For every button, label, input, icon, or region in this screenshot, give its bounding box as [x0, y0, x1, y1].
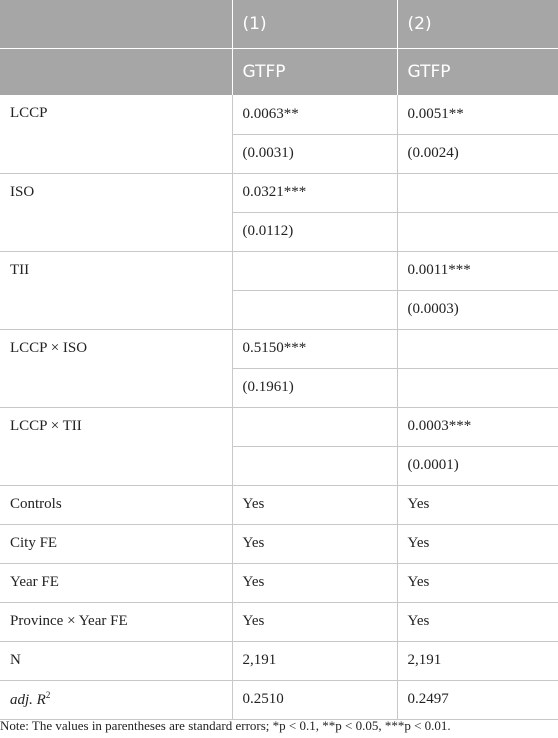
coef-cell: 0.0011***: [407, 262, 471, 278]
se-cell: (0.0112): [232, 212, 397, 251]
row-label: LCCP × TII: [0, 407, 232, 485]
table-row: [0, 602, 558, 641]
coef-cell: 0.0063**: [232, 95, 397, 134]
value-cell: 2,191: [232, 641, 397, 680]
table-row: [0, 485, 558, 524]
row-label: ISO: [0, 173, 232, 251]
row-label: LCCP: [0, 95, 232, 173]
coef-cell: [232, 407, 397, 446]
value-cell: Yes: [232, 602, 397, 641]
se-cell: [232, 446, 397, 485]
header-row-numbers: [0, 0, 558, 48]
coef-cell: [397, 173, 558, 212]
col1-number: (1): [232, 0, 397, 48]
row-label: Year FE: [0, 563, 232, 602]
se-cell: (0.0001): [397, 446, 558, 485]
table-row: [0, 95, 558, 134]
col2-number: (2): [397, 0, 558, 48]
table-note: Note: The values in parentheses are standard errors; *p < 0.1, **p < 0.05, ***p < 0.01.: [0, 718, 451, 733]
row-label: Controls: [0, 485, 232, 524]
adj-r2-label: adj. R: [10, 692, 46, 708]
table-row: [0, 524, 558, 563]
value-cell: Yes: [397, 485, 558, 524]
se-cell: (0.1961): [232, 368, 397, 407]
table-row: [0, 329, 558, 368]
se-cell: [232, 290, 397, 329]
table-row: [0, 563, 558, 602]
se-cell: [397, 212, 558, 251]
value-cell: Yes: [397, 524, 558, 563]
coef-cell: 0.0003***: [407, 418, 472, 434]
se-cell: (0.0003): [397, 290, 558, 329]
coef-cell: 0.5150***: [232, 329, 397, 368]
value-cell: Yes: [397, 563, 558, 602]
value-cell: 2,191: [397, 641, 558, 680]
se-cell: [397, 368, 558, 407]
row-label: City FE: [0, 524, 232, 563]
value-cell: 0.2510: [232, 680, 397, 719]
adj-r2-superscript: 2: [45, 690, 51, 700]
coef-cell: 0.0051**: [407, 105, 464, 122]
row-label: Province × Year FE: [0, 602, 232, 641]
row-label: LCCP × ISO: [0, 329, 232, 407]
se-cell: (0.0031): [232, 134, 397, 173]
table-row: [0, 641, 558, 680]
row-label-adj-r2: [0, 680, 232, 719]
value-cell: Yes: [397, 602, 558, 641]
col2-dependent-var: GTFP: [397, 48, 558, 95]
coef-cell: 0.0321***: [232, 173, 397, 212]
se-cell: (0.0024): [397, 134, 558, 173]
header-corner: [0, 0, 232, 48]
coef-cell: [232, 251, 397, 290]
value-cell: Yes: [232, 524, 397, 563]
col1-dependent-var: GTFP: [232, 48, 397, 95]
value-cell: Yes: [232, 563, 397, 602]
value-cell: Yes: [232, 485, 397, 524]
table-row: [0, 251, 558, 290]
table-row: [0, 680, 558, 719]
header-corner-lower: [0, 48, 232, 95]
table-row: [0, 173, 558, 212]
row-label: N: [0, 641, 232, 680]
value-cell: 0.2497: [397, 680, 558, 719]
row-label: TII: [0, 251, 232, 329]
header-row-dependent: [0, 48, 558, 95]
coef-cell: [397, 329, 558, 368]
table-row: [0, 407, 558, 446]
